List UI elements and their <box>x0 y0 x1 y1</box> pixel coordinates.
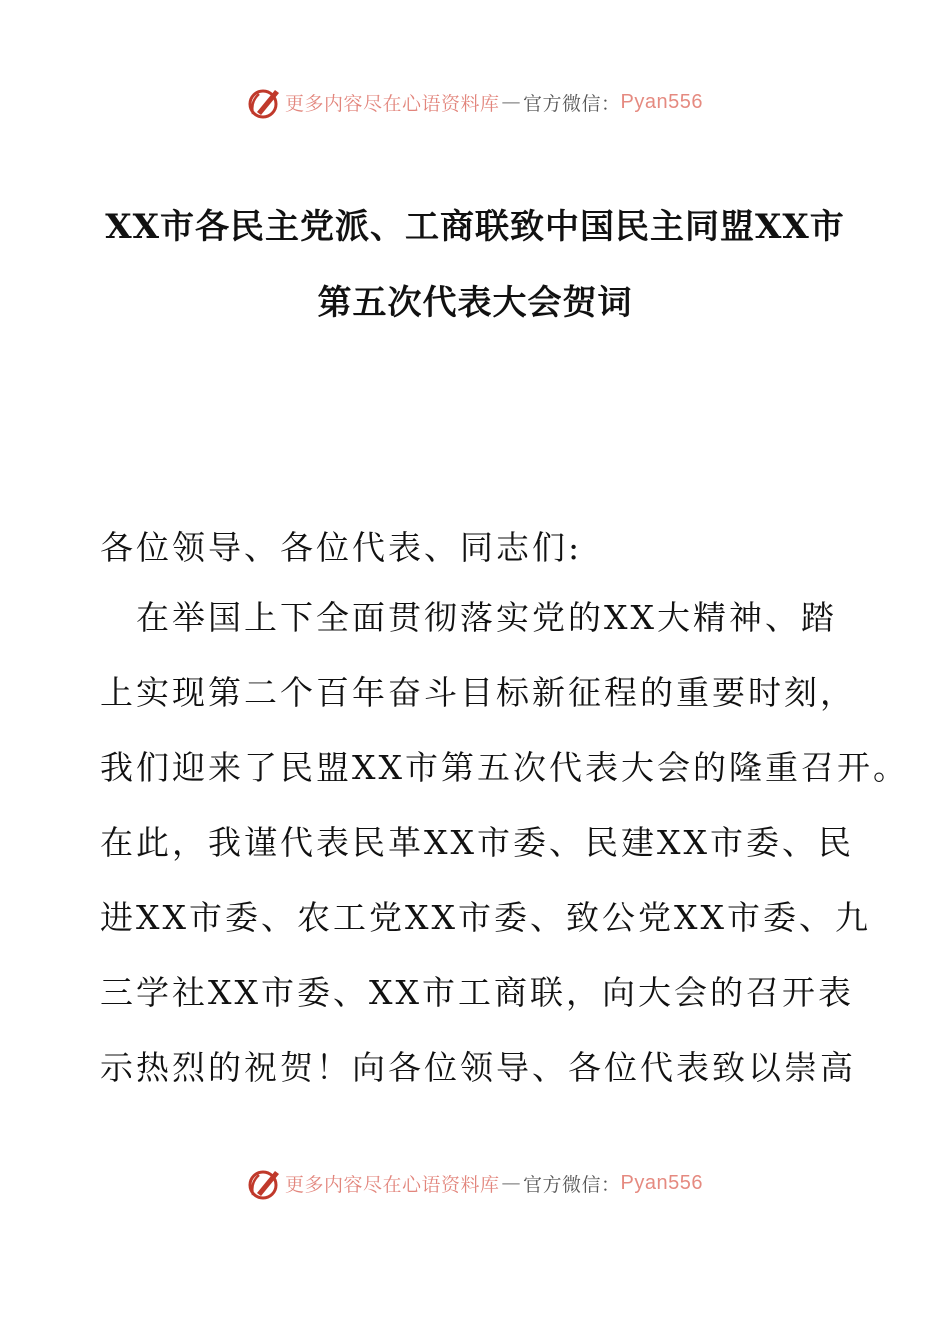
banner-wechat-label: 官方微信： <box>523 92 621 115</box>
body-line-3: 我们迎来了民盟XX市第五次代表大会的隆重召开。 <box>100 748 909 787</box>
banner-slogan: 更多内容尽在心语资料库 <box>285 1173 500 1196</box>
banner-wechat-id: Pyan556 <box>620 1171 703 1194</box>
salutation: 各位领导、各位代表、同志们: <box>100 528 583 567</box>
footer-banner <box>0 1163 950 1203</box>
pen-logo-icon <box>247 1165 283 1201</box>
banner-wechat-id: Pyan556 <box>620 90 703 113</box>
banner-dash: — <box>501 91 522 113</box>
body-line-4: 在此，我谨代表民革XX市委、民建XX市委、民 <box>100 823 854 862</box>
body-line-2: 上实现第二个百年奋斗目标新征程的重要时刻， <box>100 673 856 712</box>
banner-dash: — <box>501 1172 522 1194</box>
body-line-1: 在举国上下全面贯彻落实党的XX大精神、踏 <box>100 598 837 637</box>
body-line-6: 三学社XX市委、XX市工商联，向大会的召开表 <box>100 973 854 1012</box>
body-line-5: 进XX市委、农工党XX市委、致公党XX市委、九 <box>100 898 871 937</box>
banner-wechat-label: 官方微信： <box>523 1173 621 1196</box>
header-banner <box>0 82 950 122</box>
document-title-line-2: 第五次代表大会贺词 <box>317 283 633 323</box>
body-line-7: 示热烈的祝贺！向各位领导、各位代表致以崇高 <box>100 1048 856 1087</box>
banner-slogan: 更多内容尽在心语资料库 <box>285 92 500 115</box>
pen-logo-icon <box>247 84 283 120</box>
document-title-line-1: XX市各民主党派、工商联致中国民主同盟XX市 <box>105 207 845 247</box>
